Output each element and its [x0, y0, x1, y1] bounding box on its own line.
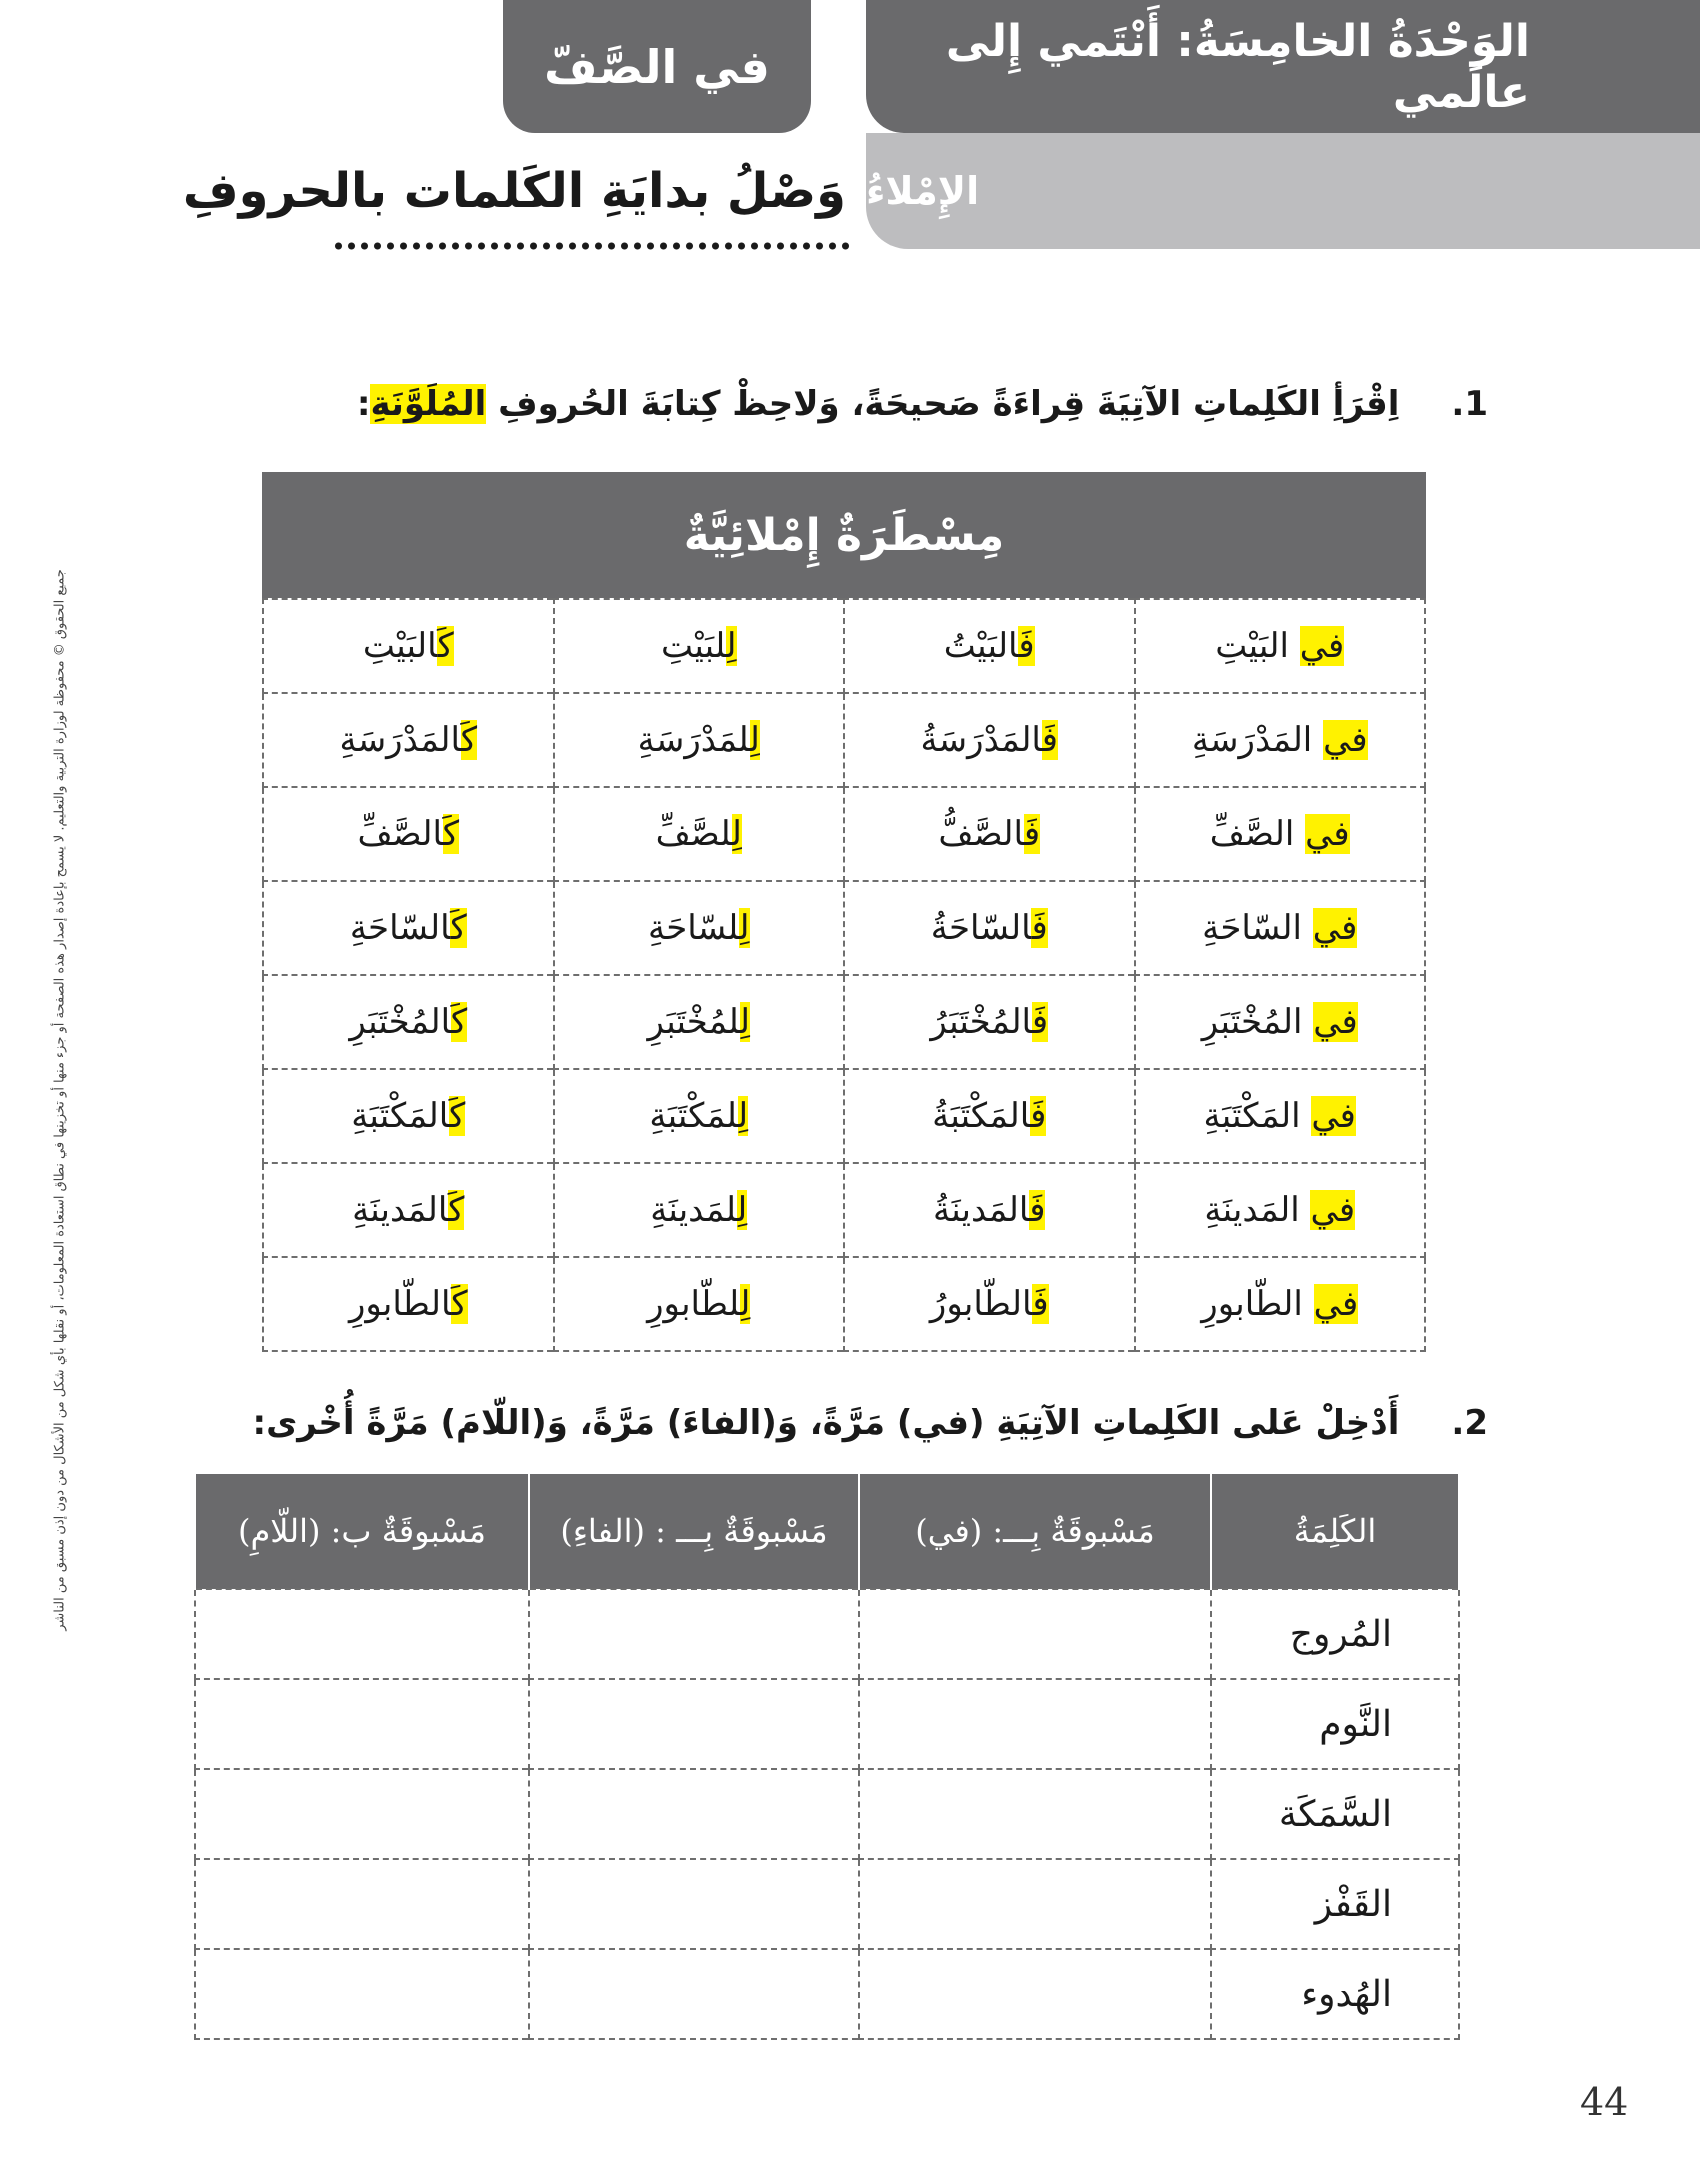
word-rest: الصَّفِّ	[357, 814, 443, 854]
class-tab-label: في الصَّفّ	[544, 39, 770, 94]
word-rest: المُخْتَبَرِ	[349, 1002, 451, 1042]
grid-cell	[554, 1257, 845, 1351]
highlighted-prefix: فَ	[1029, 1190, 1046, 1230]
grid-row	[263, 1069, 1425, 1163]
word-rest: البَيْتِ	[362, 626, 438, 666]
grid-cell	[844, 693, 1135, 787]
answer-blank-cell[interactable]	[195, 1949, 529, 2039]
title-dotted-underline	[332, 240, 850, 252]
highlighted-prefix: كَ	[437, 626, 454, 666]
highlighted-prefix: في	[1313, 1284, 1359, 1324]
page-number: 44	[1580, 2080, 1629, 2124]
unit-title: الوَحْدَةُ الخامِسَةُ: أَنْتَمي إِلى عالَمي	[945, 15, 1530, 118]
table-row	[195, 1589, 1459, 1679]
word-rest: لبَيْتِ	[660, 626, 727, 666]
grid-cell	[844, 1163, 1135, 1257]
highlighted-prefix: كَ	[449, 1096, 466, 1136]
highlighted-prefix: لِ	[739, 908, 750, 948]
grid-cell	[263, 1069, 554, 1163]
highlighted-prefix: لِ	[740, 1284, 751, 1324]
word-rest: الطّابورِ	[348, 1284, 452, 1324]
answer-blank-cell[interactable]	[195, 1589, 529, 1679]
highlighted-prefix: في	[1310, 1190, 1356, 1230]
exercise1-text: اِقْرَأِ الكَلِماتِ الآتِيَةَ قِراءَةً صَحيحَةً، وَلاحِظْ كِتابَةَ الحُروفِ	[486, 384, 1400, 424]
word-rest: الصَّفِّ	[1209, 814, 1306, 854]
answer-blank-cell[interactable]	[529, 1769, 859, 1859]
table-row	[195, 1679, 1459, 1769]
table-header-cell: الكَلِمَةُ	[1211, 1474, 1459, 1589]
word-rest: البَيْتُ	[943, 626, 1019, 666]
highlighted-prefix: في	[1311, 1096, 1356, 1136]
word-rest: لسّاحَةِ	[647, 908, 740, 948]
word-rest: لمُخْتَبَرِ	[647, 1002, 740, 1042]
word-rest: لمَكْتَبَةِ	[649, 1096, 738, 1136]
exercise2-number: 2.	[1451, 1403, 1488, 1443]
word-rest: الصَّفُّ	[938, 814, 1024, 854]
word-cell: الهُدوء	[1211, 1949, 1459, 2039]
highlighted-prefix: فَ	[1030, 1096, 1047, 1136]
highlighted-prefix: في	[1312, 908, 1358, 948]
word-rest: لطّابورِ	[647, 1284, 741, 1324]
table-header-cell: مَسْبوقَةٌ ب: (اللّامِ)	[195, 1474, 529, 1589]
table-header-cell: مَسْبوقَةٌ بِـــ: (في)	[859, 1474, 1211, 1589]
answer-blank-cell[interactable]	[859, 1859, 1211, 1949]
grid-cell	[1135, 787, 1426, 881]
grid-cell	[554, 599, 845, 693]
word-rest: المَدينَةِ	[352, 1190, 449, 1230]
spelling-grid-title	[262, 472, 1426, 598]
highlighted-prefix: فَ	[1041, 720, 1059, 760]
word-cell: السَّمَكَة	[1211, 1769, 1459, 1859]
grid-row	[263, 693, 1425, 787]
word-rest: المَكْتَبَةِ	[351, 1096, 450, 1136]
grid-cell	[1135, 1257, 1426, 1351]
table-row	[195, 1859, 1459, 1949]
word-rest: المُخْتَبَرُ	[930, 1002, 1032, 1042]
highlighted-prefix: في	[1299, 626, 1345, 666]
grid-cell	[844, 1257, 1135, 1351]
unit-title-bar	[866, 0, 1700, 133]
highlighted-prefix: في	[1313, 1002, 1358, 1042]
table-row	[195, 1949, 1459, 2039]
grid-cell	[263, 599, 554, 693]
answer-blank-cell[interactable]	[529, 1859, 859, 1949]
answer-blank-cell[interactable]	[859, 1949, 1211, 2039]
grid-cell	[1135, 599, 1426, 693]
spelling-grid	[262, 598, 1426, 1352]
word-rest: السّاحَةُ	[930, 908, 1032, 948]
answer-blank-cell[interactable]	[859, 1679, 1211, 1769]
word-rest: لمَدينَةِ	[650, 1190, 737, 1230]
class-tab	[503, 0, 811, 133]
highlighted-prefix: لِ	[736, 1190, 748, 1230]
grid-cell	[263, 975, 554, 1069]
grid-cell	[554, 693, 845, 787]
exercise1-number: 1.	[1451, 384, 1488, 424]
grid-cell	[263, 1257, 554, 1351]
grid-cell	[263, 787, 554, 881]
grid-cell	[554, 787, 845, 881]
highlighted-prefix: فَ	[1023, 814, 1041, 854]
grid-row	[263, 787, 1425, 881]
copyright-note: جميع الحقوق © محفوظة لوزارة التربية والتعليم. لا يسمح بإعادة إصدار هذه الصفحة أو جزء منها أو تخزينها في نطاق استعادة المعلومات، أو نقلها بأي شكل من الأشكال من دون إذن مسبق من الناشر	[52, 569, 68, 1631]
highlighted-prefix: لِ	[737, 1096, 749, 1136]
answer-blank-cell[interactable]	[195, 1769, 529, 1859]
word-rest: المَكْتَبَةُ	[932, 1096, 1031, 1136]
grid-cell	[554, 1163, 845, 1257]
answer-blank-cell[interactable]	[859, 1769, 1211, 1859]
grid-cell	[844, 881, 1135, 975]
exercise1-highlight: المُلَوَّنَةِ	[370, 384, 487, 424]
highlighted-prefix: لِ	[739, 1002, 750, 1042]
table-row	[195, 1769, 1459, 1859]
grid-cell	[263, 1163, 554, 1257]
grid-cell	[1135, 1069, 1426, 1163]
grid-cell	[844, 975, 1135, 1069]
word-rest: لمَدْرَسَةِ	[637, 720, 750, 760]
word-rest: المَدينَةِ	[1204, 1190, 1311, 1230]
exercise2-instruction	[252, 1403, 1488, 1443]
highlighted-prefix: لِ	[726, 626, 737, 666]
word-rest: المَدْرَسَةِ	[339, 720, 461, 760]
answer-blank-cell[interactable]	[529, 1679, 859, 1769]
highlighted-prefix: فَ	[1031, 1002, 1049, 1042]
highlighted-prefix: فَ	[1032, 1284, 1049, 1324]
highlighted-prefix: فَ	[1018, 626, 1035, 666]
highlighted-prefix: كَ	[451, 1284, 468, 1324]
word-rest: المَدينَةُ	[933, 1190, 1030, 1230]
word-rest: المُخْتَبَرِ	[1201, 1002, 1314, 1042]
spelling-grid-title-text: مِسْطَرَةٌ إِمْلائِيَّةٌ	[683, 509, 1005, 561]
exercise1-instruction	[357, 384, 1488, 424]
word-rest: البَيْتِ	[1215, 626, 1300, 666]
table-header-cell: مَسْبوقَةٌ بِـــ : (الفاءِ)	[529, 1474, 859, 1589]
word-rest: لصَّفِّ	[655, 814, 732, 854]
highlighted-prefix: كَ	[460, 720, 478, 760]
word-cell: النَّوم	[1211, 1679, 1459, 1769]
answer-blank-cell[interactable]	[529, 1589, 859, 1679]
grid-row	[263, 599, 1425, 693]
answer-blank-cell[interactable]	[195, 1679, 529, 1769]
grid-cell	[554, 1069, 845, 1163]
grid-row	[263, 1257, 1425, 1351]
highlighted-prefix: كَ	[448, 1190, 465, 1230]
exercise2-text: أَدْخِلْ عَلى الكَلِماتِ الآتِيَةِ (في) مَرَّةً، وَ(الفاءَ) مَرَّةً، وَ(اللّامَ) مَرَّةً أُخْرى:	[252, 1403, 1400, 1443]
highlighted-prefix: فَ	[1031, 908, 1048, 948]
grid-cell	[844, 599, 1135, 693]
word-rest: المَكْتَبَةِ	[1203, 1096, 1312, 1136]
word-rest: الطّابورِ	[1201, 1284, 1314, 1324]
exercise1-colon: :	[356, 384, 371, 424]
highlighted-prefix: كَ	[450, 1002, 468, 1042]
grid-cell	[1135, 1163, 1426, 1257]
answer-blank-cell[interactable]	[859, 1589, 1211, 1679]
highlighted-prefix: في	[1305, 814, 1350, 854]
subject-bar	[866, 133, 1700, 249]
word-cell: المُروج	[1211, 1589, 1459, 1679]
answer-blank-cell[interactable]	[529, 1949, 859, 2039]
subject-label: الإِمْلاءُ	[866, 169, 980, 213]
grid-row	[263, 1163, 1425, 1257]
grid-cell	[1135, 693, 1426, 787]
word-rest: السّاحَةِ	[1202, 908, 1313, 948]
grid-cell	[263, 693, 554, 787]
grid-cell	[554, 881, 845, 975]
grid-row	[263, 881, 1425, 975]
prefix-fill-table	[194, 1474, 1460, 2040]
word-rest: السّاحَةِ	[349, 908, 451, 948]
grid-row	[263, 975, 1425, 1069]
highlighted-prefix: كَ	[442, 814, 460, 854]
word-rest: الطّابورُ	[929, 1284, 1033, 1324]
lesson-title: وَصْلُ بدايَةِ الكَلمات بالحروفِ	[182, 163, 846, 219]
grid-cell	[554, 975, 845, 1069]
word-rest: المَدْرَسَةِ	[1191, 720, 1324, 760]
grid-cell	[844, 1069, 1135, 1163]
grid-cell	[1135, 975, 1426, 1069]
highlighted-prefix: كَ	[450, 908, 467, 948]
grid-cell	[844, 787, 1135, 881]
highlighted-prefix: في	[1323, 720, 1368, 760]
word-cell: القَفْز	[1211, 1859, 1459, 1949]
highlighted-prefix: لِ	[749, 720, 760, 760]
grid-cell	[263, 881, 554, 975]
grid-cell	[1135, 881, 1426, 975]
answer-blank-cell[interactable]	[195, 1859, 529, 1949]
highlighted-prefix: لِ	[731, 814, 742, 854]
word-rest: المَدْرَسَةُ	[920, 720, 1042, 760]
